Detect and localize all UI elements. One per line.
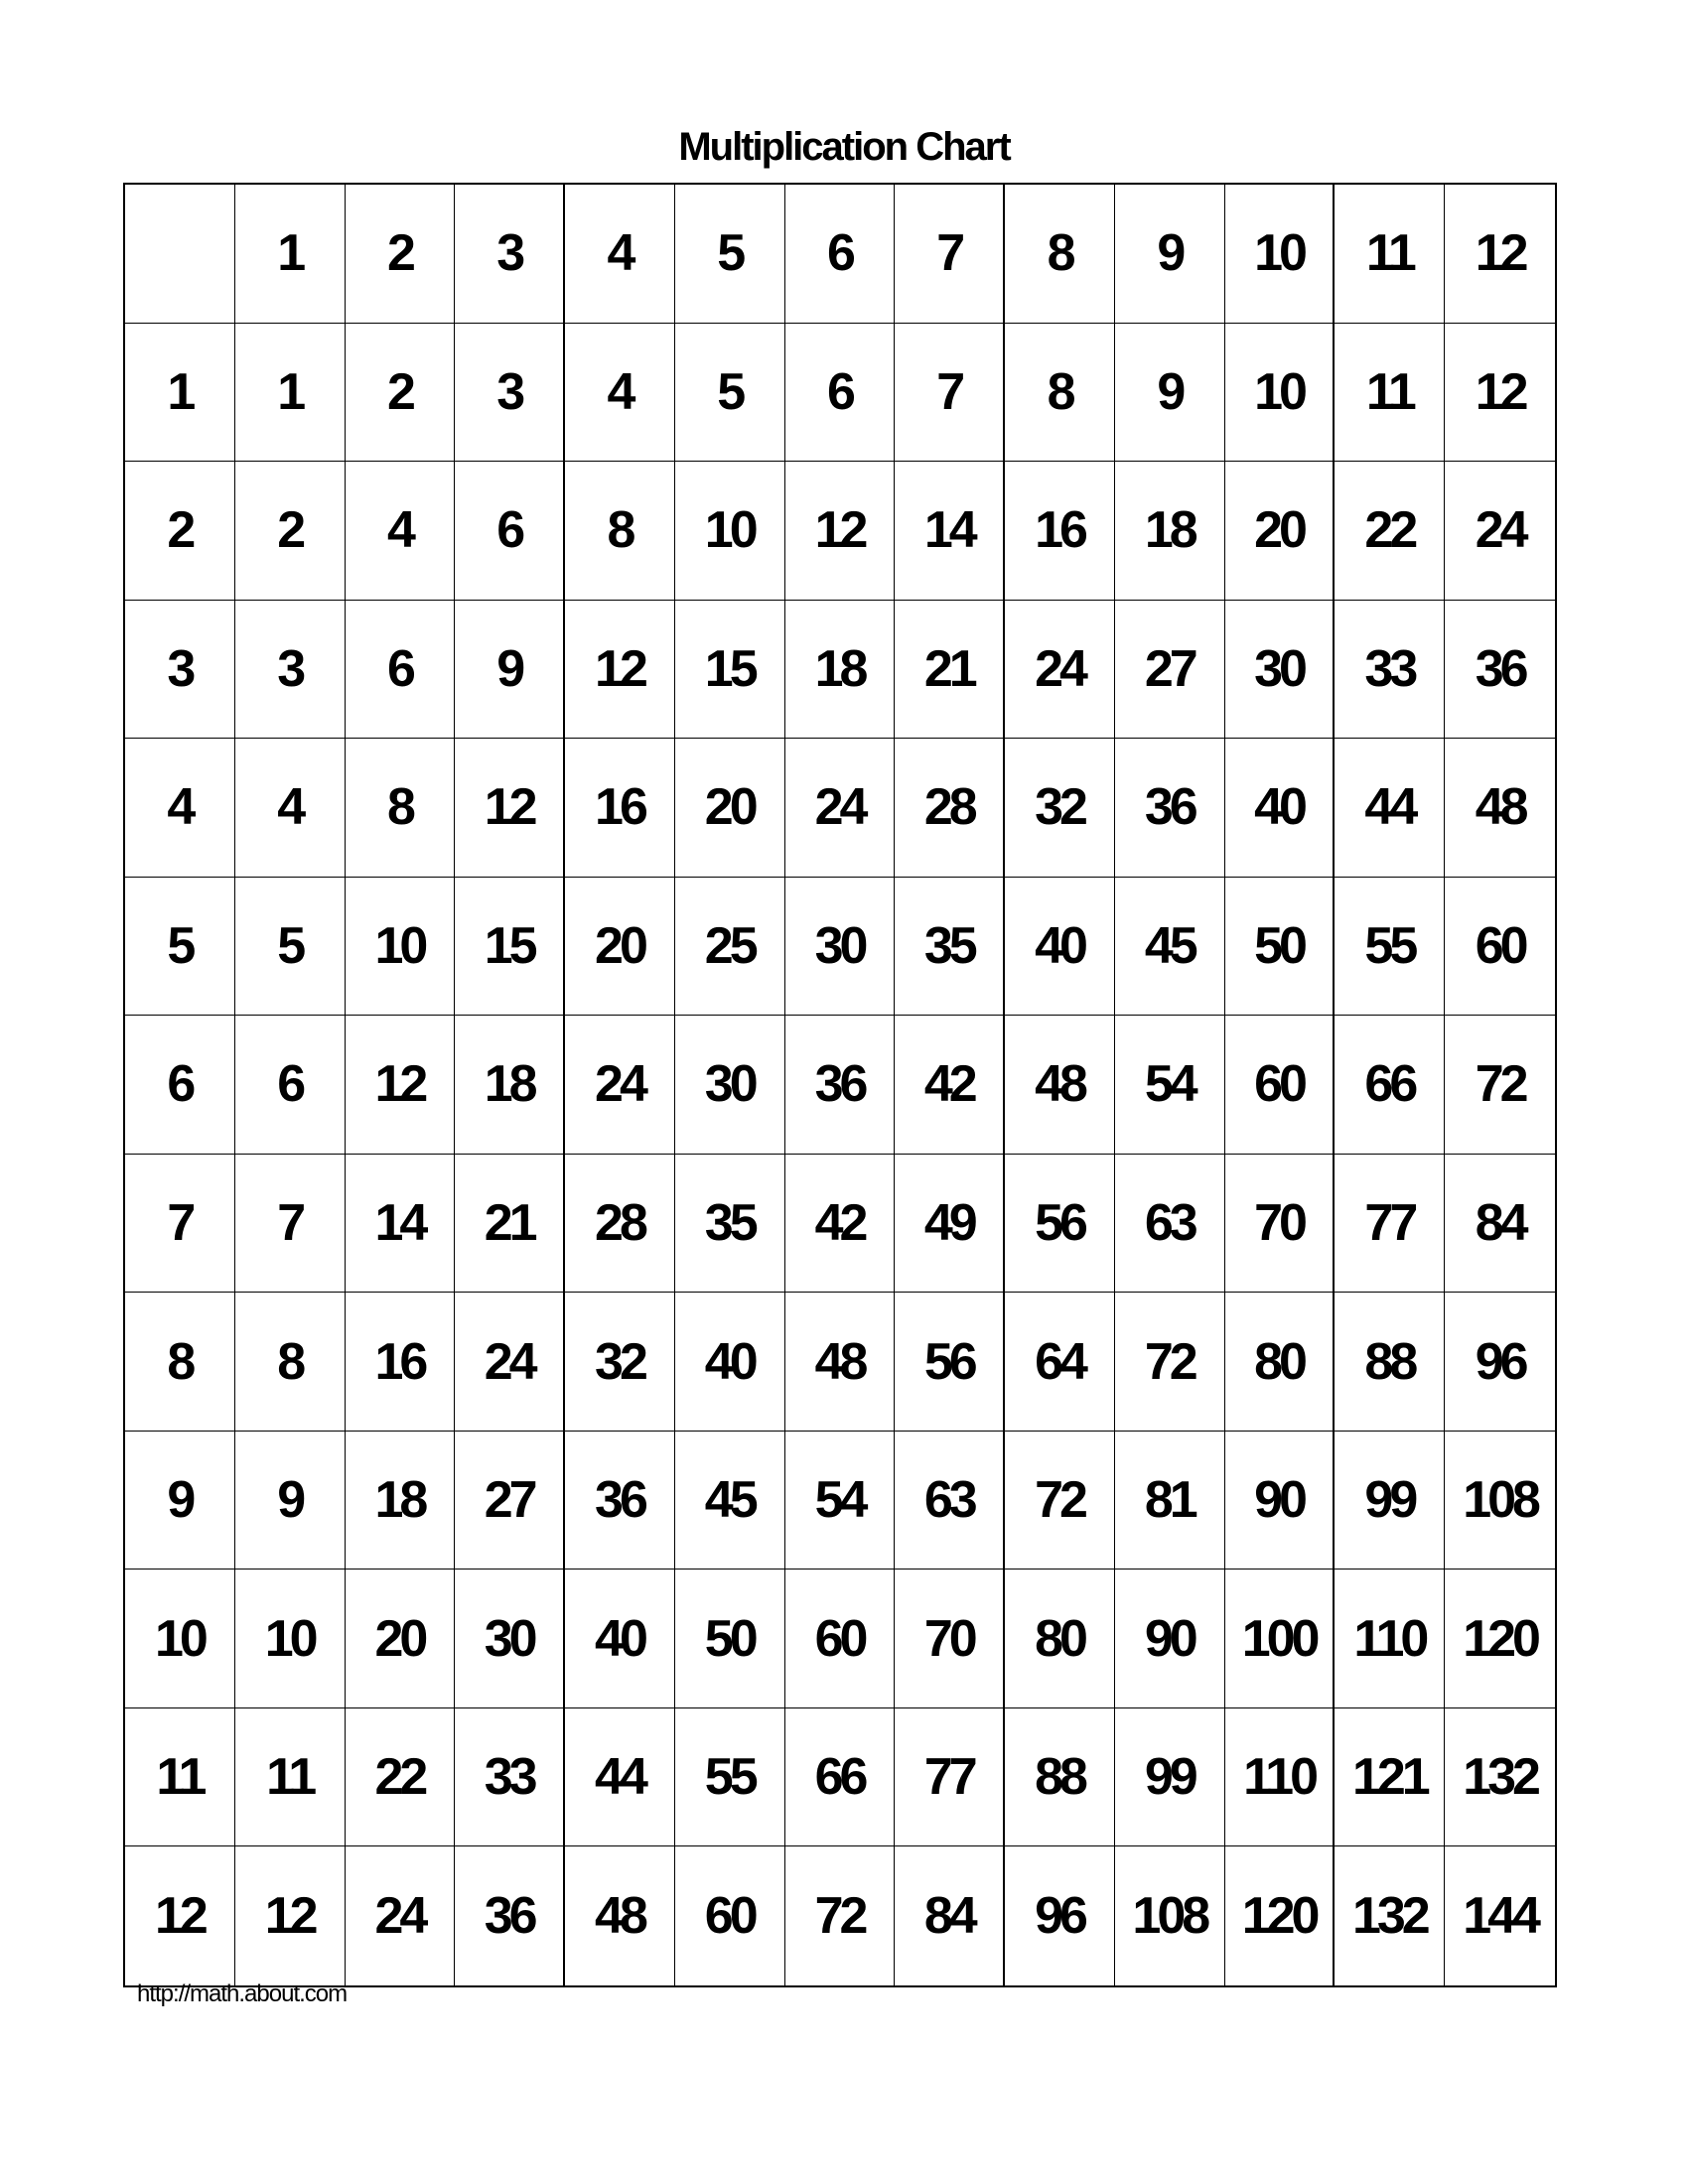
- multiplication-table: [123, 183, 1557, 1987]
- product-cell: 15: [675, 601, 785, 740]
- product-cell: 90: [1115, 1570, 1225, 1708]
- header-cell: 7: [895, 185, 1005, 324]
- product-cell: 110: [1225, 1708, 1336, 1847]
- row-header-cell: 11: [125, 1708, 235, 1847]
- product-cell: 63: [1115, 1155, 1225, 1294]
- product-cell: 80: [1225, 1293, 1336, 1432]
- product-cell: 99: [1335, 1432, 1445, 1570]
- row-header-cell: 9: [125, 1432, 235, 1570]
- page-title: Multiplication Chart: [678, 125, 1010, 169]
- product-cell: 63: [895, 1432, 1005, 1570]
- row-header-cell: 8: [125, 1293, 235, 1432]
- product-cell: 80: [1005, 1570, 1115, 1708]
- product-cell: 96: [1005, 1846, 1115, 1985]
- product-cell: 7: [895, 324, 1005, 463]
- product-cell: 21: [455, 1155, 565, 1294]
- product-cell: 60: [675, 1846, 785, 1985]
- product-cell: 70: [895, 1570, 1005, 1708]
- row-header-cell: 10: [125, 1570, 235, 1708]
- product-cell: 5: [675, 324, 785, 463]
- product-cell: 36: [455, 1846, 565, 1985]
- product-cell: 20: [675, 739, 785, 878]
- product-cell: 45: [675, 1432, 785, 1570]
- product-cell: 11: [235, 1708, 346, 1847]
- product-cell: 36: [1115, 739, 1225, 878]
- product-cell: 42: [895, 1016, 1005, 1155]
- header-cell: 4: [565, 185, 675, 324]
- source-url: http://math.about.com: [137, 1980, 348, 2007]
- product-cell: 8: [565, 462, 675, 601]
- product-cell: 2: [235, 462, 346, 601]
- product-cell: 20: [565, 878, 675, 1017]
- product-cell: 24: [1445, 462, 1555, 601]
- product-cell: 33: [1335, 601, 1445, 740]
- product-cell: 77: [895, 1708, 1005, 1847]
- product-cell: 10: [346, 878, 456, 1017]
- product-cell: 25: [675, 878, 785, 1017]
- product-cell: 24: [785, 739, 896, 878]
- product-cell: 27: [455, 1432, 565, 1570]
- product-cell: 40: [1225, 739, 1336, 878]
- product-cell: 15: [455, 878, 565, 1017]
- product-cell: 12: [455, 739, 565, 878]
- product-cell: 4: [565, 324, 675, 463]
- product-cell: 40: [565, 1570, 675, 1708]
- row-header-cell: 4: [125, 739, 235, 878]
- product-cell: 20: [346, 1570, 456, 1708]
- row-header-cell: 5: [125, 878, 235, 1017]
- product-cell: 6: [346, 601, 456, 740]
- product-cell: 2: [346, 324, 456, 463]
- product-cell: 84: [1445, 1155, 1555, 1294]
- product-cell: 56: [1005, 1155, 1115, 1294]
- product-cell: 132: [1335, 1846, 1445, 1985]
- product-cell: 60: [1225, 1016, 1336, 1155]
- product-cell: 49: [895, 1155, 1005, 1294]
- product-cell: 77: [1335, 1155, 1445, 1294]
- product-cell: 8: [1005, 324, 1115, 463]
- product-cell: 3: [235, 601, 346, 740]
- product-cell: 120: [1225, 1846, 1336, 1985]
- product-cell: 35: [675, 1155, 785, 1294]
- row-header-cell: 12: [125, 1846, 235, 1985]
- header-cell: 8: [1005, 185, 1115, 324]
- product-cell: 70: [1225, 1155, 1336, 1294]
- product-cell: 9: [455, 601, 565, 740]
- product-cell: 14: [895, 462, 1005, 601]
- product-cell: 48: [1005, 1016, 1115, 1155]
- product-cell: 6: [785, 324, 896, 463]
- product-cell: 16: [1005, 462, 1115, 601]
- product-cell: 24: [565, 1016, 675, 1155]
- product-cell: 54: [785, 1432, 896, 1570]
- product-cell: 16: [346, 1293, 456, 1432]
- product-cell: 44: [1335, 739, 1445, 878]
- product-cell: 21: [895, 601, 1005, 740]
- product-cell: 35: [895, 878, 1005, 1017]
- header-cell: 5: [675, 185, 785, 324]
- product-cell: 36: [785, 1016, 896, 1155]
- product-cell: 18: [785, 601, 896, 740]
- product-cell: 90: [1225, 1432, 1336, 1570]
- product-cell: 84: [895, 1846, 1005, 1985]
- product-cell: 48: [565, 1846, 675, 1985]
- header-cell: 2: [346, 185, 456, 324]
- product-cell: 24: [455, 1293, 565, 1432]
- product-cell: 30: [785, 878, 896, 1017]
- product-cell: 32: [1005, 739, 1115, 878]
- product-cell: 72: [1445, 1016, 1555, 1155]
- product-cell: 8: [346, 739, 456, 878]
- product-cell: 108: [1445, 1432, 1555, 1570]
- product-cell: 54: [1115, 1016, 1225, 1155]
- product-cell: 11: [1335, 324, 1445, 463]
- row-header-cell: 2: [125, 462, 235, 601]
- product-cell: 66: [785, 1708, 896, 1847]
- product-cell: 55: [675, 1708, 785, 1847]
- product-cell: 45: [1115, 878, 1225, 1017]
- product-cell: 9: [235, 1432, 346, 1570]
- header-cell: 3: [455, 185, 565, 324]
- product-cell: 60: [1445, 878, 1555, 1017]
- header-cell: 11: [1335, 185, 1445, 324]
- product-cell: 100: [1225, 1570, 1336, 1708]
- product-cell: 22: [1335, 462, 1445, 601]
- product-cell: 28: [895, 739, 1005, 878]
- product-cell: 10: [675, 462, 785, 601]
- product-cell: 40: [675, 1293, 785, 1432]
- product-cell: 64: [1005, 1293, 1115, 1432]
- row-header-cell: 6: [125, 1016, 235, 1155]
- product-cell: 18: [455, 1016, 565, 1155]
- product-cell: 12: [1445, 324, 1555, 463]
- product-cell: 121: [1335, 1708, 1445, 1847]
- product-cell: 4: [346, 462, 456, 601]
- product-cell: 50: [1225, 878, 1336, 1017]
- product-cell: 30: [675, 1016, 785, 1155]
- product-cell: 99: [1115, 1708, 1225, 1847]
- product-cell: 36: [1445, 601, 1555, 740]
- product-cell: 16: [565, 739, 675, 878]
- product-cell: 48: [1445, 739, 1555, 878]
- product-cell: 14: [346, 1155, 456, 1294]
- product-cell: 22: [346, 1708, 456, 1847]
- product-cell: 96: [1445, 1293, 1555, 1432]
- product-cell: 3: [455, 324, 565, 463]
- product-cell: 30: [455, 1570, 565, 1708]
- product-cell: 40: [1005, 878, 1115, 1017]
- product-cell: 4: [235, 739, 346, 878]
- product-cell: 18: [1115, 462, 1225, 601]
- product-cell: 72: [1115, 1293, 1225, 1432]
- product-cell: 5: [235, 878, 346, 1017]
- product-cell: 28: [565, 1155, 675, 1294]
- product-cell: 6: [235, 1016, 346, 1155]
- header-cell: 1: [235, 185, 346, 324]
- product-cell: 55: [1335, 878, 1445, 1017]
- product-cell: 88: [1005, 1708, 1115, 1847]
- product-cell: 120: [1445, 1570, 1555, 1708]
- product-cell: 10: [1225, 324, 1336, 463]
- product-cell: 72: [785, 1846, 896, 1985]
- product-cell: 12: [235, 1846, 346, 1985]
- product-cell: 36: [565, 1432, 675, 1570]
- product-cell: 32: [565, 1293, 675, 1432]
- product-cell: 12: [785, 462, 896, 601]
- row-header-cell: 7: [125, 1155, 235, 1294]
- product-cell: 44: [565, 1708, 675, 1847]
- product-cell: 24: [346, 1846, 456, 1985]
- product-cell: 7: [235, 1155, 346, 1294]
- product-cell: 110: [1335, 1570, 1445, 1708]
- product-cell: 8: [235, 1293, 346, 1432]
- product-cell: 6: [455, 462, 565, 601]
- product-cell: 10: [235, 1570, 346, 1708]
- product-cell: 50: [675, 1570, 785, 1708]
- row-header-cell: 3: [125, 601, 235, 740]
- product-cell: 18: [346, 1432, 456, 1570]
- corner-cell: [125, 185, 235, 324]
- row-header-cell: 1: [125, 324, 235, 463]
- product-cell: 1: [235, 324, 346, 463]
- product-cell: 88: [1335, 1293, 1445, 1432]
- product-cell: 132: [1445, 1708, 1555, 1847]
- product-cell: 12: [346, 1016, 456, 1155]
- product-cell: 33: [455, 1708, 565, 1847]
- header-cell: 6: [785, 185, 896, 324]
- product-cell: 66: [1335, 1016, 1445, 1155]
- header-cell: 10: [1225, 185, 1336, 324]
- product-cell: 30: [1225, 601, 1336, 740]
- product-cell: 108: [1115, 1846, 1225, 1985]
- product-cell: 48: [785, 1293, 896, 1432]
- product-cell: 72: [1005, 1432, 1115, 1570]
- product-cell: 56: [895, 1293, 1005, 1432]
- product-cell: 42: [785, 1155, 896, 1294]
- header-cell: 12: [1445, 185, 1555, 324]
- product-cell: 81: [1115, 1432, 1225, 1570]
- product-cell: 24: [1005, 601, 1115, 740]
- product-cell: 9: [1115, 324, 1225, 463]
- product-cell: 60: [785, 1570, 896, 1708]
- product-cell: 12: [565, 601, 675, 740]
- product-cell: 144: [1463, 1887, 1537, 1946]
- header-cell: 9: [1115, 185, 1225, 324]
- product-cell: 27: [1115, 601, 1225, 740]
- product-cell: 20: [1225, 462, 1336, 601]
